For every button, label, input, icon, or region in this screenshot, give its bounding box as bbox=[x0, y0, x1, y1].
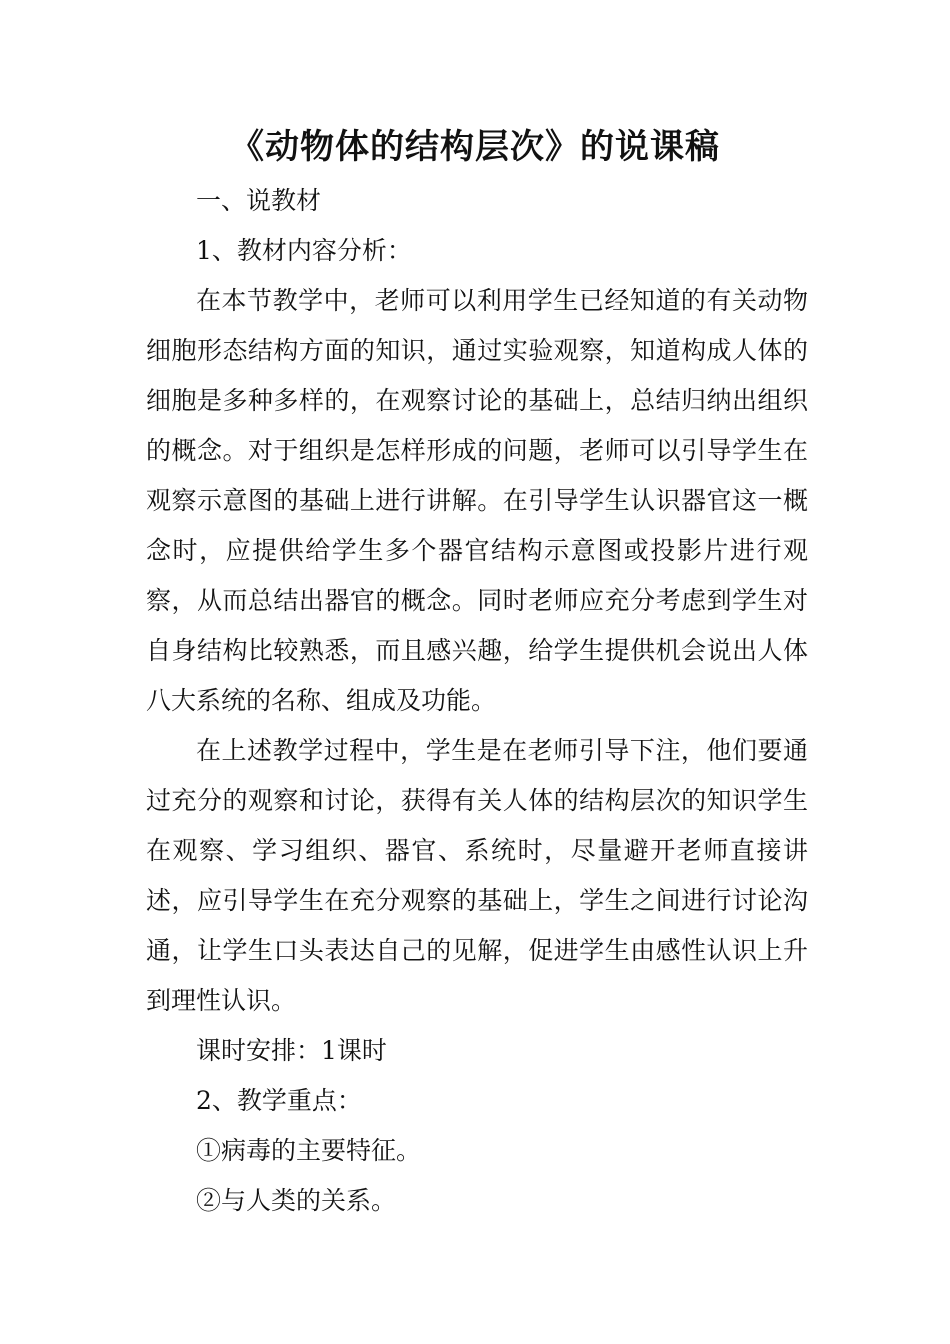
body-paragraph: 在本节教学中，老师可以利用学生已经知道的有关动物细胞形态结构方面的知识，通过实验观察，知道构成人体的细胞是多种多样的，在观察讨论的基础上，总结归纳出组织的概念。对于组织是怎样形成的问题，老师可以引导学生在观察示意图的基础上进行讲解。在引导学生认识器官这一概念时，应提供给学生多个器官结构示意图或投影片进行观察，从而总结出器官的概念。同时老师应充分考虑到学生对自身结构比较熟悉，而且感兴趣，给学生提供机会说出人体八大系统的名称、组成及功能。 bbox=[146, 286, 808, 715]
subsection-heading: 1、教材内容分析： bbox=[196, 236, 412, 265]
document-title: 《动物体的结构层次》的说课稿 bbox=[230, 127, 720, 167]
document-body bbox=[146, 176, 808, 1226]
list-item: ②与人类的关系。 bbox=[196, 1186, 397, 1215]
section-heading: 一、说教材 bbox=[196, 186, 322, 215]
schedule-line: 课时安排：1课时 bbox=[196, 1036, 387, 1065]
body-paragraph: 在上述教学过程中，学生是在老师引导下注，他们要通过充分的观察和讨论，获得有关人体的结构层次的知识学生在观察、学习组织、器官、系统时，尽量避开老师直接讲述，应引导学生在充分观察的基础上，学生之间进行讨论沟通，让学生口头表达自己的见解，促进学生由感性认识上升到理性认识。 bbox=[146, 736, 808, 1015]
subsection-heading: 2、教学重点： bbox=[196, 1086, 362, 1115]
list-item: ①病毒的主要特征。 bbox=[196, 1136, 422, 1165]
